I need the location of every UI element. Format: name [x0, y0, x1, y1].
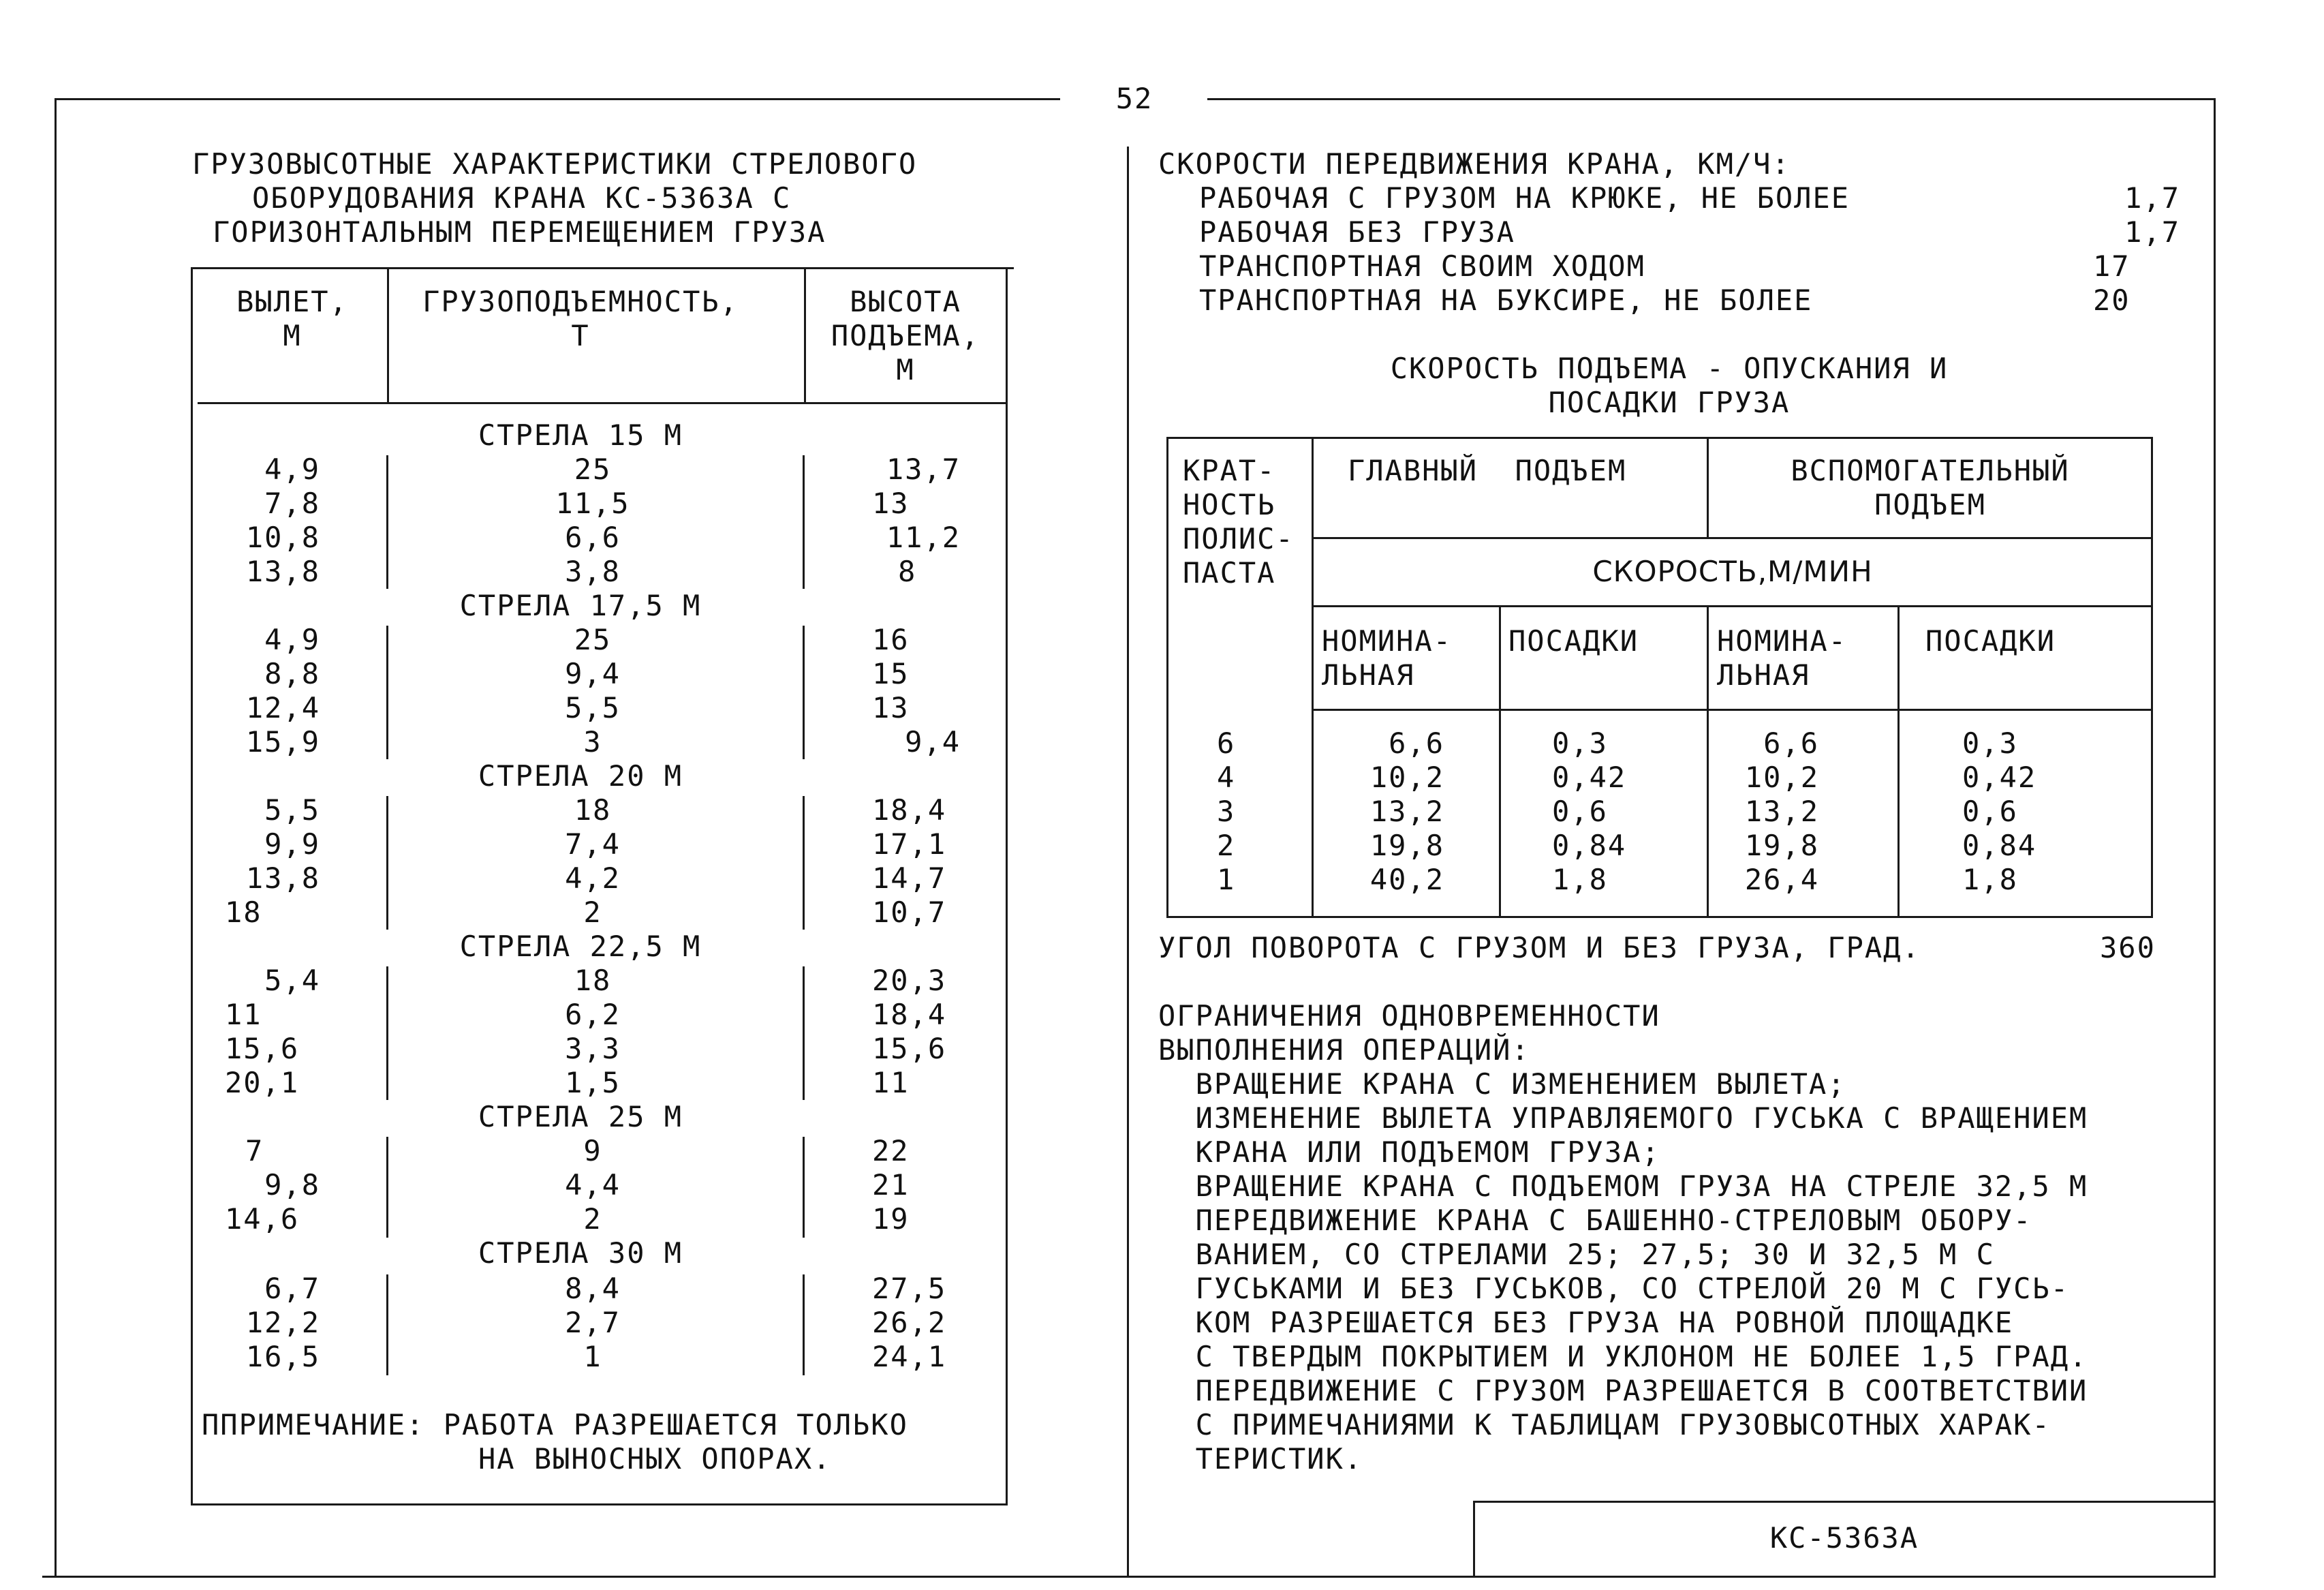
speed-label: ТРАНСПОРТНАЯ НА БУКСИРЕ, НЕ БОЛЕЕ	[1199, 284, 1813, 317]
restriction-line: С ТВЕРДЫМ ПОКРЫТИЕМ И УКЛОНОМ НЕ БОЛЕЕ 1,5 ГРАД.	[1158, 1340, 2088, 1373]
cell-height: 22	[872, 1134, 910, 1167]
cell-main-landing: 1,8	[1552, 863, 1608, 896]
cell-aux-landing: 0,84	[1962, 829, 2037, 862]
cell-outreach: 5,4	[264, 964, 320, 997]
rotation-value: 360	[2100, 931, 2156, 964]
cell-height: 11,2	[886, 521, 961, 554]
cell-main-landing: 0,6	[1552, 795, 1608, 828]
header-landing: ПОСАДКИ	[1508, 624, 1639, 658]
cell-capacity: 5,5	[565, 691, 621, 724]
cell-capacity: 2,7	[565, 1306, 621, 1339]
restriction-line: ВАНИЕМ, СО СТРЕЛАМИ 25; 27,5; 30 И 32,5 М С	[1158, 1238, 1995, 1271]
cell-aux-nominal: 10,2	[1744, 761, 1819, 794]
cell-outreach: 15,6	[225, 1032, 300, 1065]
cell-height: 14,7	[872, 861, 947, 895]
cell-height: 11	[872, 1066, 910, 1099]
cell-capacity: 7,4	[565, 827, 621, 861]
cell-aux-landing: 0,6	[1962, 795, 2018, 828]
cell-outreach: 11	[225, 998, 262, 1031]
cell-main-nominal: 13,2	[1369, 795, 1444, 828]
restriction-line: ВРАЩЕНИЕ КРАНА С ПОДЪЕМОМ ГРУЗА НА СТРЕЛЕ 32,5 М	[1158, 1169, 2088, 1203]
header-capacity: ГРУЗОПОДЪЕМНОСТЬ,	[422, 285, 739, 318]
cell-main-landing: 0,84	[1552, 829, 1627, 862]
cell-capacity: 3,3	[565, 1032, 621, 1065]
cell-outreach: 15,9	[245, 725, 320, 759]
header-height-2: ПОДЪЕМА,	[831, 319, 980, 352]
restriction-line: ВРАЩЕНИЕ КРАНА С ИЗМЕНЕНИЕМ ВЫЛЕТА;	[1158, 1067, 1846, 1101]
table-note: НА ВЫНОСНЫХ ОПОРАХ.	[478, 1442, 832, 1476]
restriction-line: ВЫПОЛНЕНИЯ ОПЕРАЦИЙ:	[1158, 1033, 1530, 1067]
cell-ratio: 2	[1217, 829, 1236, 862]
speed-label: ТРАНСПОРТНАЯ СВОИМ ХОДОМ	[1199, 249, 1645, 283]
speeds-title: СКОРОСТИ ПЕРЕДВИЖЕНИЯ КРАНА, КМ/Ч:	[1158, 147, 1791, 181]
header-ratio: КРАТ-	[1183, 454, 1276, 487]
cell-height: 10,7	[872, 896, 947, 929]
header-outreach: ВЫЛЕТ,	[236, 285, 348, 318]
cell-outreach: 6,7	[264, 1272, 320, 1305]
cell-capacity: 9,4	[565, 657, 621, 690]
cell-aux-nominal: 19,8	[1744, 829, 1819, 862]
cell-capacity: 3,8	[565, 555, 621, 588]
cell-height: 13	[872, 691, 910, 724]
left-title-line: ОБОРУДОВАНИЯ КРАНА КС-5363А С	[252, 181, 792, 215]
cell-outreach: 14,6	[225, 1202, 300, 1236]
header-ratio: ПОЛИС-	[1183, 522, 1295, 555]
cell-height: 15	[872, 657, 910, 690]
header-nominal: ЛЬНАЯ	[1717, 658, 1810, 692]
header-aux-lift: ПОДЪЕМ	[1874, 488, 1986, 521]
cell-capacity: 2	[583, 1202, 602, 1236]
cell-capacity: 6,6	[565, 521, 621, 554]
cell-capacity: 25	[574, 453, 612, 486]
cell-capacity: 8,4	[565, 1272, 621, 1305]
cell-height: 27,5	[872, 1272, 947, 1305]
cell-aux-nominal: 6,6	[1763, 727, 1819, 760]
header-landing: ПОСАДКИ	[1925, 624, 2056, 658]
cell-aux-landing: 1,8	[1962, 863, 2018, 896]
cell-height: 13	[872, 487, 910, 520]
cell-outreach: 20,1	[225, 1066, 300, 1099]
cell-outreach: 4,9	[264, 623, 320, 656]
boom-section-label: СТРЕЛА 30 М	[478, 1236, 683, 1270]
page-number: 52	[1115, 82, 1153, 115]
cell-height: 15,6	[872, 1032, 947, 1065]
cell-main-nominal: 10,2	[1369, 761, 1444, 794]
cell-outreach: 5,5	[264, 793, 320, 827]
cell-outreach: 10,8	[245, 521, 320, 554]
cell-outreach: 4,9	[264, 453, 320, 486]
cell-capacity: 1	[583, 1340, 602, 1373]
cell-ratio: 1	[1217, 863, 1236, 896]
speed-value: 17	[2093, 249, 2131, 283]
cell-outreach: 9,8	[264, 1168, 320, 1202]
cell-ratio: 4	[1217, 761, 1236, 794]
cell-ratio: 6	[1217, 727, 1236, 760]
cell-aux-nominal: 26,4	[1744, 863, 1819, 896]
cell-capacity: 18	[574, 793, 612, 827]
cell-outreach: 7,8	[264, 487, 320, 520]
cell-aux-nominal: 13,2	[1744, 795, 1819, 828]
speed-value: 1,7	[2124, 181, 2180, 215]
boom-section-label: СТРЕЛА 15 М	[478, 418, 683, 452]
cell-height: 20,3	[872, 964, 947, 997]
cell-aux-landing: 0,42	[1962, 761, 2037, 794]
cell-height: 18,4	[872, 793, 947, 827]
boom-section-label: СТРЕЛА 25 М	[478, 1100, 683, 1133]
cell-outreach: 12,2	[245, 1306, 320, 1339]
boom-section-label: СТРЕЛА 22,5 М	[459, 930, 702, 963]
restriction-line: ПЕРЕДВИЖЕНИЕ С ГРУЗОМ РАЗРЕШАЕТСЯ В СООТВЕТСТВИИ	[1158, 1374, 2088, 1407]
header-capacity-unit: Т	[571, 319, 590, 352]
cell-height: 13,7	[886, 453, 961, 486]
cell-main-nominal: 19,8	[1369, 829, 1444, 862]
rotation-label: УГОЛ ПОВОРОТА С ГРУЗОМ И БЕЗ ГРУЗА, ГРАД.	[1158, 931, 1921, 964]
speed-value: 1,7	[2124, 215, 2180, 249]
header-height-unit: М	[896, 353, 915, 386]
cell-height: 21	[872, 1168, 910, 1202]
cell-outreach: 8,8	[264, 657, 320, 690]
left-title-line: ГОРИЗОНТАЛЬНЫМ ПЕРЕМЕЩЕНИЕМ ГРУЗА	[213, 215, 826, 249]
cell-capacity: 6,2	[565, 998, 621, 1031]
cell-capacity: 2	[583, 896, 602, 929]
cell-height: 24,1	[872, 1340, 947, 1373]
boom-section-label: СТРЕЛА 17,5 М	[459, 589, 702, 622]
speed-label: РАБОЧАЯ С ГРУЗОМ НА КРЮКЕ, НЕ БОЛЕЕ	[1199, 181, 1850, 215]
speed-label: РАБОЧАЯ БЕЗ ГРУЗА	[1199, 215, 1515, 249]
cell-capacity: 11,5	[555, 487, 630, 520]
cell-capacity: 1,5	[565, 1066, 621, 1099]
boom-section-label: СТРЕЛА 20 М	[478, 759, 683, 793]
restriction-line: ОГРАНИЧЕНИЯ ОДНОВРЕМЕННОСТИ	[1158, 999, 1660, 1033]
cell-outreach: 12,4	[245, 691, 320, 724]
cell-height: 18,4	[872, 998, 947, 1031]
restriction-line: КРАНА ИЛИ ПОДЪЕМОМ ГРУЗА;	[1158, 1135, 1660, 1169]
cell-capacity: 25	[574, 623, 612, 656]
cell-main-landing: 0,42	[1552, 761, 1627, 794]
cell-height: 19	[872, 1202, 910, 1236]
cell-main-nominal: 6,6	[1389, 727, 1444, 760]
header-aux-lift: ВСПОМОГАТЕЛЬНЫЙ	[1791, 454, 2070, 487]
cell-ratio: 3	[1217, 795, 1236, 828]
header-nominal: НОМИНА-	[1717, 624, 1848, 658]
cell-outreach: 9,9	[264, 827, 320, 861]
model-label: КС-5363А	[1769, 1521, 1919, 1555]
cell-capacity: 3	[583, 725, 602, 759]
header-outreach-unit: М	[283, 319, 302, 352]
restriction-line: С ПРИМЕЧАНИЯМИ К ТАБЛИЦАМ ГРУЗОВЫСОТНЫХ ХАРАК-	[1158, 1408, 2051, 1441]
restriction-line: ТЕРИСТИК.	[1158, 1442, 1363, 1476]
cell-outreach: 16,5	[245, 1340, 320, 1373]
restriction-line: КОМ РАЗРЕШАЕТСЯ БЕЗ ГРУЗА НА РОВНОЙ ПЛОЩАДКЕ	[1158, 1306, 2014, 1339]
lift-title: СКОРОСТЬ ПОДЪЕМА - ОПУСКАНИЯ И	[1390, 352, 1949, 385]
cell-height: 8	[898, 555, 917, 588]
cell-capacity: 4,4	[565, 1168, 621, 1202]
lift-title: ПОСАДКИ ГРУЗА	[1548, 386, 1791, 419]
header-ratio: НОСТЬ	[1183, 488, 1276, 521]
header-nominal: НОМИНА-	[1322, 624, 1453, 658]
cell-capacity: 4,2	[565, 861, 621, 895]
cell-outreach: 7	[245, 1134, 264, 1167]
header-main-lift: ГЛАВНЫЙ ПОДЪЕМ	[1348, 454, 1627, 487]
cell-height: 9,4	[905, 725, 961, 759]
cell-capacity: 9	[583, 1134, 602, 1167]
cell-outreach: 18	[225, 896, 262, 929]
speed-value: 20	[2093, 284, 2131, 317]
restriction-line: ПЕРЕДВИЖЕНИЕ КРАНА С БАШЕННО-СТРЕЛОВЫМ ОБОРУ-	[1158, 1204, 2032, 1237]
restriction-line: ИЗМЕНЕНИЕ ВЫЛЕТА УПРАВЛЯЕМОГО ГУСЬКА С ВРАЩЕНИЕМ	[1158, 1101, 2088, 1135]
cell-capacity: 18	[574, 964, 612, 997]
cell-outreach: 13,8	[245, 861, 320, 895]
table-note: ППРИМЕЧАНИЕ: РАБОТА РАЗРЕШАЕТСЯ ТОЛЬКО	[202, 1408, 908, 1441]
header-ratio: ПАСТА	[1183, 556, 1276, 590]
restriction-line: ГУСЬКАМИ И БЕЗ ГУСЬКОВ, СО СТРЕЛОЙ 20 М С ГУСЬ-	[1158, 1272, 2070, 1305]
cell-height: 16	[872, 623, 910, 656]
left-title-line: ГРУЗОВЫСОТНЫЕ ХАРАКТЕРИСТИКИ СТРЕЛОВОГО	[192, 147, 918, 181]
cell-aux-landing: 0,3	[1962, 727, 2018, 760]
cell-height: 26,2	[872, 1306, 947, 1339]
header-speed: СКОРОСТЬ,М/МИН	[1592, 555, 1873, 588]
header-height: ВЫСОТА	[850, 285, 961, 318]
cell-main-nominal: 40,2	[1369, 863, 1444, 896]
cell-outreach: 13,8	[245, 555, 320, 588]
cell-height: 17,1	[872, 827, 947, 861]
cell-main-landing: 0,3	[1552, 727, 1608, 760]
header-nominal: ЛЬНАЯ	[1322, 658, 1415, 692]
